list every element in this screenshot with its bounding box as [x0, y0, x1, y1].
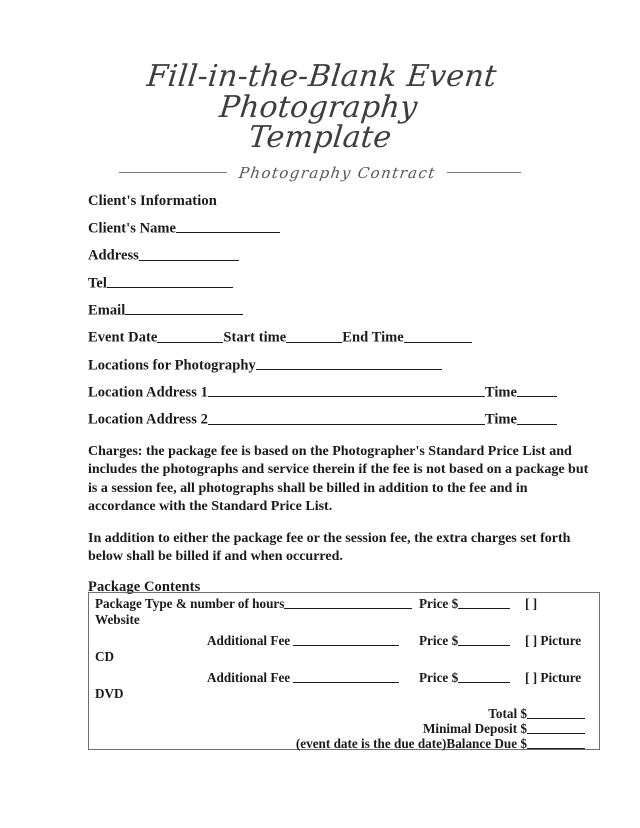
- checkbox-icon[interactable]: [ ]: [525, 633, 538, 648]
- field-email-blank[interactable]: [125, 301, 243, 315]
- package-contents-heading: Package Contents: [88, 579, 201, 596]
- table-row: [89, 686, 599, 704]
- page-title-line-1: Fill-in-the-Blank Event Photography: [145, 59, 499, 125]
- table-row: [89, 612, 599, 630]
- subtitle-rule-right: [447, 172, 521, 173]
- client-information-heading: Client's Information: [88, 193, 217, 209]
- field-tel[interactable]: [88, 274, 592, 292]
- additional-fee-price-label-2: Price $: [419, 670, 459, 686]
- field-start-time-blank[interactable]: [286, 328, 342, 342]
- minimal-deposit-label: Minimal Deposit $: [422, 721, 527, 737]
- field-locations[interactable]: [88, 356, 592, 374]
- additional-fee-blank-2[interactable]: [293, 670, 399, 683]
- balance-due-blank[interactable]: [527, 736, 585, 749]
- field-location-1-time-blank[interactable]: [517, 383, 557, 397]
- field-email-label: Email: [88, 302, 126, 319]
- additional-fee-blank-1[interactable]: [293, 633, 399, 646]
- picture-checkbox-1[interactable]: [525, 633, 581, 649]
- field-location-address-2-blank[interactable]: [208, 410, 485, 424]
- field-event-datetime[interactable]: [88, 328, 592, 346]
- field-locations-blank[interactable]: [256, 356, 442, 370]
- checkbox-icon[interactable]: [ ]: [525, 596, 538, 611]
- extra-charges-paragraph: In addition to either the package fee or the session fee, the extra charges set forth below shall be billed if and when occurred.: [88, 530, 571, 564]
- field-location-address-1-label: Location Address 1: [88, 384, 208, 401]
- charges-separator: :: [137, 443, 143, 459]
- package-type-checkbox[interactable]: [525, 596, 537, 612]
- field-location-address-2[interactable]: [88, 410, 592, 428]
- additional-fee-row-2[interactable]: [207, 670, 399, 686]
- additional-fee-price-blank-1[interactable]: [458, 633, 510, 646]
- field-event-date-blank[interactable]: [157, 328, 223, 342]
- picture-label-1: Picture: [540, 633, 582, 648]
- field-end-time-blank[interactable]: [404, 328, 472, 342]
- field-location-1-time-label: Time: [484, 384, 518, 401]
- package-type-price-blank[interactable]: [458, 596, 510, 609]
- document-subtitle: Photography Contract: [237, 163, 437, 182]
- field-tel-blank[interactable]: [107, 274, 233, 288]
- additional-fee-row-1[interactable]: [207, 633, 399, 649]
- checkbox-icon[interactable]: [ ]: [525, 670, 538, 685]
- additional-fee-label-1: Additional Fee: [207, 633, 291, 649]
- field-start-time-label: Start time: [223, 329, 287, 346]
- additional-fee-price-1[interactable]: [419, 633, 510, 649]
- field-location-address-1[interactable]: [88, 383, 592, 401]
- package-type-blank[interactable]: [284, 596, 412, 609]
- minimal-deposit-row[interactable]: [423, 721, 585, 737]
- field-event-date-label: Event Date: [88, 329, 158, 346]
- additional-fee-label-2: Additional Fee: [207, 670, 291, 686]
- subtitle-rule-left: [119, 172, 227, 173]
- field-client-name[interactable]: [88, 219, 592, 237]
- media-label-dvd: DVD: [95, 686, 124, 701]
- field-address-blank[interactable]: [139, 246, 239, 260]
- field-client-name-blank[interactable]: [176, 219, 280, 233]
- field-address-label: Address: [88, 247, 139, 264]
- field-address[interactable]: [88, 246, 592, 264]
- total-row[interactable]: [488, 706, 585, 722]
- charges-label: Charges: [88, 443, 138, 459]
- total-label: Total $: [488, 706, 527, 722]
- page-title-line-2: Template: [246, 120, 394, 156]
- package-contents-table: [88, 592, 600, 750]
- field-end-time-label: End Time: [342, 329, 404, 346]
- field-locations-label: Locations for Photography: [88, 356, 256, 373]
- balance-due-label: Balance Due $: [446, 736, 527, 752]
- balance-due-row[interactable]: [296, 736, 585, 752]
- package-type-price-label: Price $: [419, 596, 459, 612]
- picture-label-2: Picture: [540, 670, 582, 685]
- field-location-2-time-label: Time: [484, 411, 518, 428]
- minimal-deposit-blank[interactable]: [527, 721, 585, 734]
- charges-paragraph-text: the package fee is based on the Photographer's Standard Price List and includes the photographs and service therein if the fee is not based on a package but is a session fee, all photographs shall be billed in addition to the fee and in accordance with the Standard Price List.: [88, 443, 589, 515]
- package-type-price[interactable]: [419, 596, 510, 612]
- table-row: [89, 649, 599, 667]
- media-label-website: Website: [95, 612, 140, 627]
- field-client-name-label: Client's Name: [88, 220, 177, 237]
- subtitle-row: [60, 164, 580, 182]
- package-type-label: Package Type & number of hours: [95, 596, 285, 612]
- field-location-address-2-label: Location Address 2: [88, 411, 208, 428]
- package-type-row[interactable]: [95, 596, 412, 612]
- additional-fee-price-blank-2[interactable]: [458, 670, 510, 683]
- additional-fee-price-2[interactable]: [419, 670, 510, 686]
- balance-due-note: (event date is the due date): [295, 736, 447, 752]
- field-email[interactable]: [88, 301, 592, 319]
- total-blank[interactable]: [527, 706, 585, 719]
- charges-paragraph: [88, 443, 592, 517]
- document-title-block: [60, 59, 580, 182]
- picture-checkbox-2[interactable]: [525, 670, 581, 686]
- field-tel-label: Tel: [88, 274, 107, 291]
- additional-fee-price-label-1: Price $: [419, 633, 459, 649]
- media-label-cd: CD: [95, 649, 115, 664]
- field-location-address-1-blank[interactable]: [208, 383, 485, 397]
- document-body: [88, 193, 592, 602]
- field-location-2-time-blank[interactable]: [517, 410, 557, 424]
